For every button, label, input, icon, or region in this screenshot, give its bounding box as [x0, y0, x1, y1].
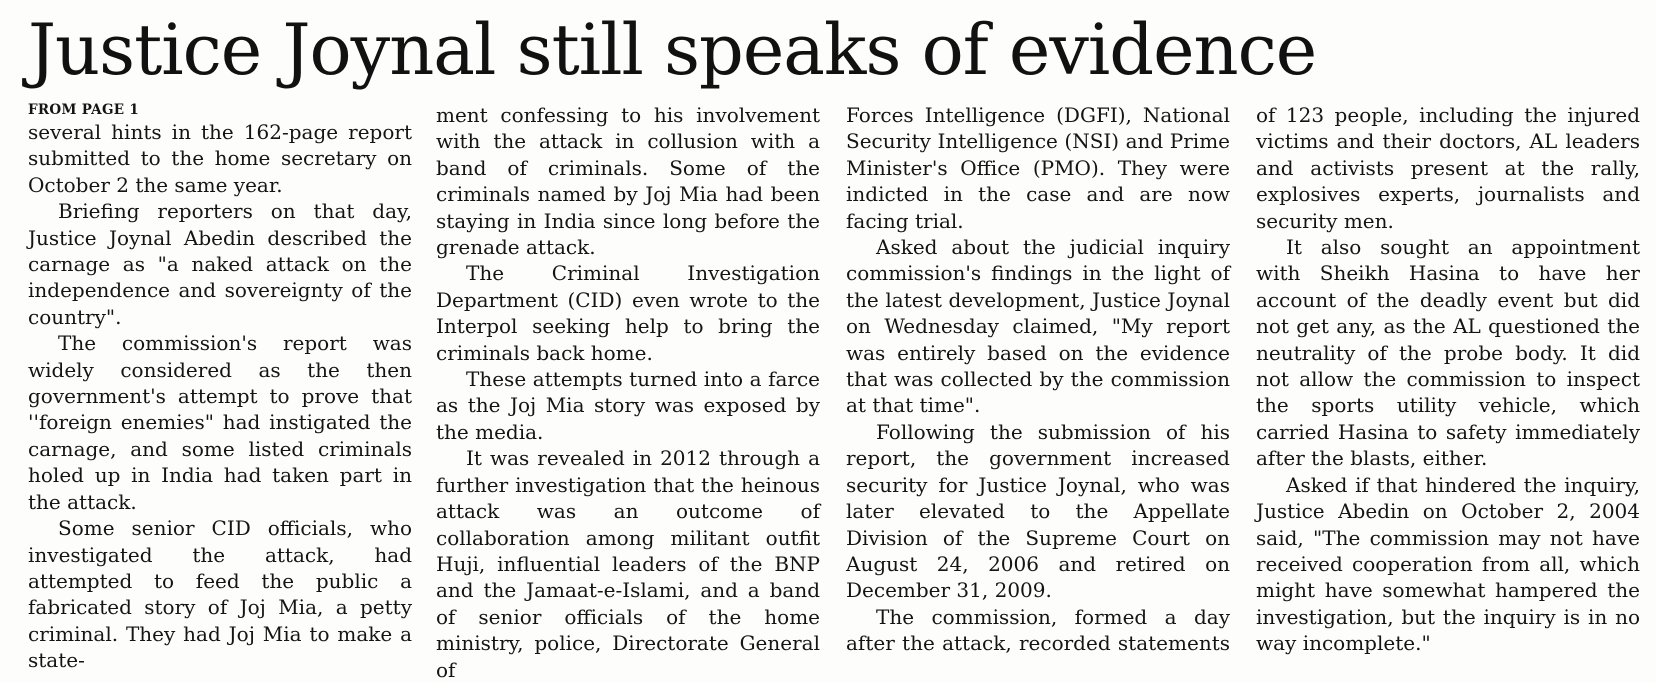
paragraph: The Criminal Investigation Department (CID) even wrote to the Interpol seeking help to bring the criminals back home. — [436, 261, 820, 365]
paragraph: ment confessing to his involvement with the attack in collusion with a band of criminals. Some of the criminals named by Joj Mia had been staying in India since long before the grenade attack. — [436, 103, 820, 260]
paragraph: Forces Intelligence (DGFI), National Security Intelligence (NSI) and Prime Minister's Office (PMO). They were indicted in the case and are now facing trial. — [846, 103, 1230, 233]
paragraph: of 123 people, including the injured victims and their doctors, AL leaders and activists present at the rally, explosives experts, journalists and security men. — [1256, 103, 1640, 233]
paragraph: Following the submission of his report, the government increased security for Justice Joynal, who was later elevated to the Appellate Division of the Supreme Court on August 24, 2006 and retired on December 31, 2009. — [846, 419, 1230, 603]
paragraph: The commission's report was widely considered as the then government's attempt to prove that ''foreign enemies" had instigated the carnage, and some listed criminals holed up in India had taken part in the attack. — [28, 331, 412, 514]
paragraph: Some senior CID officials, who investigated the attack, had attempted to feed the public a fabricated story of Joj Mia, a petty criminal. They had Joj Mia to make a state- — [28, 516, 412, 673]
paragraph: The commission, formed a day after the attack, recorded statements — [846, 604, 1230, 656]
paragraph: It was revealed in 2012 through a further investigation that the heinous attack was an outcome of collaboration among militant outfit Huji, influential leaders of the BNP and the Jamaat-e-Islami, and a band of senior officials of the home ministry, police, Directorate General of — [436, 446, 820, 682]
kicker: FROM PAGE 1 — [28, 102, 140, 118]
paragraph: Asked if that hindered the inquiry, Justice Abedin on October 2, 2004 said, "The commission may not have received cooperation from all, which might have somewhat hampered the investigation, but the inquiry is in no way incomplete." — [1256, 472, 1640, 656]
paragraph: Briefing reporters on that day, Justice Joynal Abedin described the carnage as "a naked attack on the independence and sovereignty of the country". — [28, 199, 412, 329]
column-3 — [846, 102, 1230, 657]
column-1 — [28, 102, 412, 674]
article-body — [28, 102, 1640, 682]
paragraph: Asked about the judicial inquiry commission's findings in the light of the latest development, Justice Joynal on Wednesday claimed, "My report was entirely based on the evidence that was collected by the commission at that time". — [846, 235, 1230, 418]
paragraph: several hints in the 162-page report submitted to the home secretary on October 2 the same year. — [28, 120, 412, 197]
paragraph: It also sought an appointment with Sheikh Hasina to have her account of the deadly event but did not get any, as the AL questioned the neutrality of the probe body. It did not allow the commission to inspect the sports utility vehicle, which carried Hasina to safety immediately after the blasts, either. — [1256, 235, 1640, 471]
column-4 — [1256, 102, 1640, 657]
column-2 — [436, 102, 820, 683]
paragraph: These attempts turned into a farce as the Joj Mia story was exposed by the media. — [436, 367, 820, 444]
headline: Justice Joynal still speaks of evidence — [28, 9, 1317, 91]
